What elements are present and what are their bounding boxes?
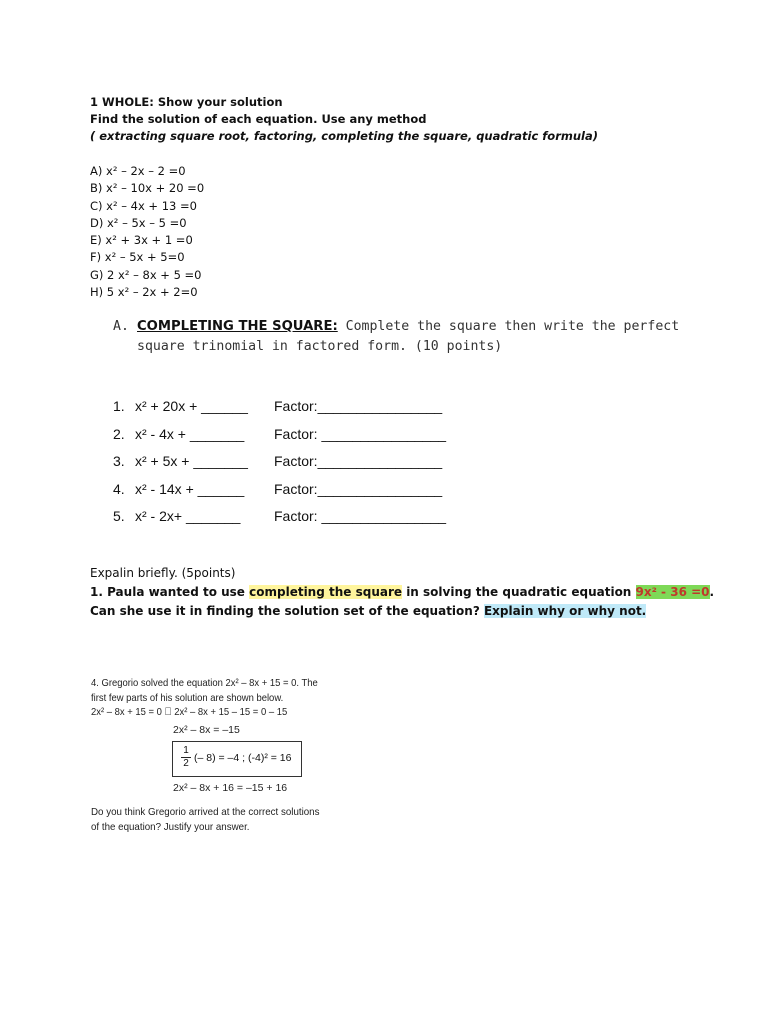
problem-4-question: Do you think Gregorio arrived at the correct solutions of the equation? Justify your answer.	[91, 806, 320, 833]
question-1-text: 1. Paula wanted to use	[90, 585, 250, 599]
explain-heading: Expalin briefly. (5points)	[90, 566, 236, 580]
question-2-text: Can she use it in finding the solution set of the equation?	[90, 604, 484, 618]
highlight-equation: 9x² - 36 =0	[635, 585, 710, 599]
boxed-text: (– 8) = –4 ; (-4)² = 16	[194, 752, 292, 764]
question-2	[90, 602, 714, 621]
equation-item: C) x² – 4x + 13 =0	[90, 198, 197, 213]
item-factor-blank: Factor:________________	[274, 480, 443, 497]
item-number: 2.	[113, 425, 125, 442]
equation-item: A) x² – 2x – 2 =0	[90, 164, 186, 178]
item-expression: x² - 4x + _______	[135, 425, 245, 442]
item-number: 3.	[113, 453, 125, 469]
item-number: 1.	[113, 398, 125, 414]
equation-item: E) x² + 3x + 1 =0	[90, 233, 193, 248]
highlight-completing-square: completing the square	[249, 585, 403, 599]
problem-4-line: 4. Gregorio solved the equation 2x² – 8x + 15 = 0. The	[91, 677, 318, 689]
section-a	[113, 317, 713, 356]
fraction-denominator: 2	[183, 758, 189, 769]
instructions-header	[90, 94, 598, 145]
equation-item: H) 5 x² – 2x + 2=0	[90, 285, 198, 300]
question-1-end: .	[709, 585, 715, 599]
item-expression: x² + 5x + _______	[135, 453, 248, 469]
explain-section	[90, 564, 714, 621]
problem-4	[91, 676, 316, 720]
highlight-explain: Explain why or why not.	[483, 604, 647, 618]
problem-4-line: first few parts of his solution are shown below.	[91, 691, 284, 704]
equation-item: F) x² – 5x + 5=0	[90, 250, 185, 265]
item-expression: x² + 20x + ______	[135, 398, 248, 414]
fraction-numerator: 1	[181, 745, 191, 758]
item-number: 5.	[113, 508, 125, 524]
fraction	[181, 745, 191, 770]
item-factor-blank: Factor: ________________	[274, 425, 447, 442]
section-a-instructions: Complete the square then write the perfect square trinomial in factored form. (10 points)	[137, 319, 680, 354]
problem-4-boxed-step	[172, 741, 302, 777]
item-expression: x² - 14x + ______	[135, 480, 245, 497]
header-title: 1 WHOLE: Show your solution	[90, 95, 283, 109]
section-a-letter: A.	[113, 319, 129, 334]
header-methods: ( extracting square root, factoring, completing the square, quadratic formula)	[90, 129, 599, 143]
question-1	[90, 583, 714, 602]
item-expression: x² - 2x+ _______	[135, 508, 241, 524]
problem-4-step: 2x² – 8x + 16 = –15 + 16	[173, 782, 288, 794]
item-factor-blank: Factor: ________________	[274, 508, 447, 524]
equation-item: G) 2 x² – 8x + 5 =0	[90, 267, 202, 282]
equation-list	[90, 163, 204, 301]
problem-4-step: 2x² – 8x = –15	[173, 724, 240, 736]
problem-4-step: 2x² – 8x + 15 = 0 ⃞ 2x² – 8x + 15 – 15 = 0 – 15	[91, 706, 288, 718]
equation-item: B) x² – 10x + 20 =0	[90, 181, 205, 196]
question-1-text-cont: in solving the quadratic equation	[402, 585, 636, 599]
item-factor-blank: Factor:________________	[274, 398, 443, 414]
header-directions: Find the solution of each equation. Use any method	[90, 112, 427, 126]
item-factor-blank: Factor:________________	[274, 453, 443, 469]
item-number: 4.	[113, 480, 125, 497]
section-a-title: COMPLETING THE SQUARE:	[137, 319, 338, 334]
equation-item: D) x² – 5x – 5 =0	[90, 215, 187, 230]
